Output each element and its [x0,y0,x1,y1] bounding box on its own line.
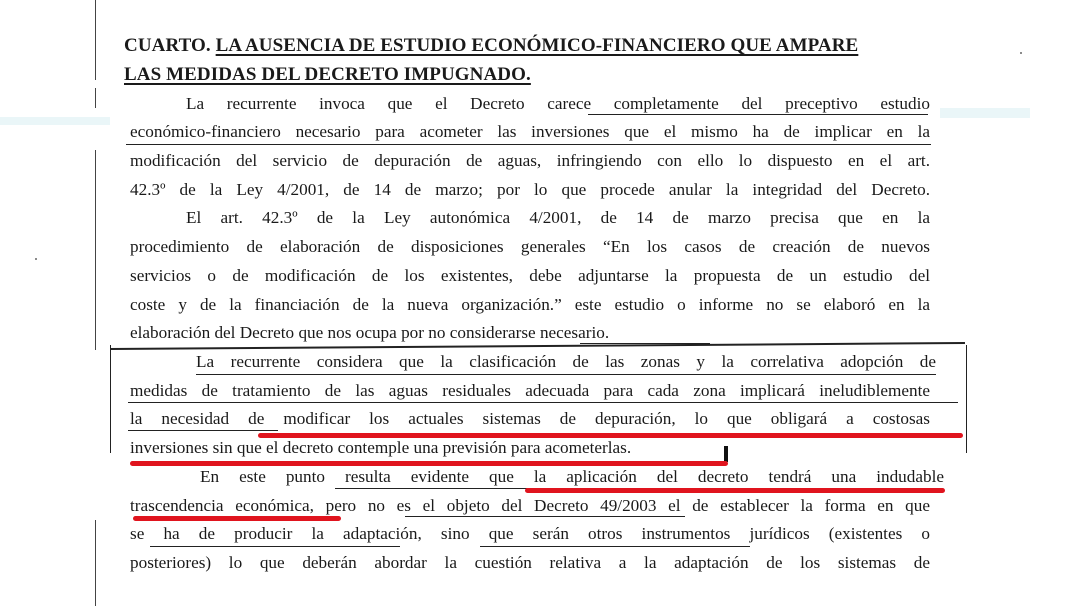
heading-title-cont: LAS MEDIDAS DEL DECRETO IMPUGNADO. [124,64,531,85]
heading-prefix: CUARTO. [124,35,216,56]
pen-underline [128,430,278,431]
paragraph-line: En este punto resulta evidente que la aplicación del decreto tendrá una indudable [200,467,944,486]
paragraph-line: La recurrente invoca que el Decreto carece completamente del preceptivo estudio [186,94,930,113]
paragraph-line: inversiones sin que el decreto contemple una previsión para acometerlas. [130,438,632,457]
paragraph-line: 42.3º de la Ley 4/2001, de 14 de marzo; por lo que procede anular la integridad del Decreto. [130,180,930,199]
paragraph-line: se ha de producir la adaptación, sino que serán otros instrumentos jurídicos (existentes o [130,524,930,543]
scan-speck [1020,52,1022,54]
paragraph-line: procedimiento de elaboración de disposiciones generales “En los casos de creación de nuevos [130,237,930,256]
paragraph-line: económico-financiero necesario para acometer las inversiones que el mismo ha de implicar en la [130,122,930,141]
pen-underline [150,546,400,547]
paragraph-line: medidas de tratamiento de las aguas residuales adecuada para cada zona implicará ineludiblemente [130,381,930,400]
margin-rule [95,150,96,350]
pen-underline [196,374,936,375]
section-heading-line-1 [124,35,858,57]
section-heading-line-2 [124,64,531,86]
paragraph-line: El art. 42.3º de la Ley autonómica 4/2001, de 14 de marzo precisa que en la [186,208,930,227]
red-underline [130,461,728,466]
pen-underline [126,144,931,145]
paragraph-line: posteriores) lo que deberán abordar la cuestión relativa a la adaptación de los sistemas de [130,553,930,572]
paragraph-line: trascendencia económica, pero no es el objeto del Decreto 49/2003 el de establecer la forma en que [130,496,930,515]
pen-underline [588,114,928,115]
margin-rule [95,88,96,108]
paragraph-line: la necesidad de modificar los actuales sistemas de depuración, lo que obligará a costosas [130,409,930,428]
red-underline [525,488,945,493]
pen-underline [580,343,710,344]
paragraph-line: elaboración del Decreto que nos ocupa por no considerarse necesario. [130,323,610,342]
paragraph-line: servicios o de modificación de los existentes, debe adjuntarse la propuesta de un estudio del [130,266,930,285]
pen-underline [480,546,750,547]
red-underline [258,433,963,438]
scan-artifact [940,108,1030,118]
paragraph-line: La recurrente considera que la clasificación de las zonas y la correlativa adopción de [196,352,936,371]
margin-rule [95,0,96,80]
paragraph-line: modificación del servicio de depuración de aguas, infringiendo con ello lo dispuesto en el art. [130,151,930,170]
pen-underline [128,402,958,403]
margin-rule [95,520,96,606]
heading-title: LA AUSENCIA DE ESTUDIO ECONÓMICO-FINANCIERO QUE AMPARE [215,35,859,56]
paragraph-line: coste y de la financiación de la nueva organización.” este estudio o informe no se elaboró en la [130,295,930,314]
scan-artifact [0,117,110,125]
scan-speck [35,258,37,260]
red-underline [133,516,341,521]
pen-underline [405,516,685,517]
